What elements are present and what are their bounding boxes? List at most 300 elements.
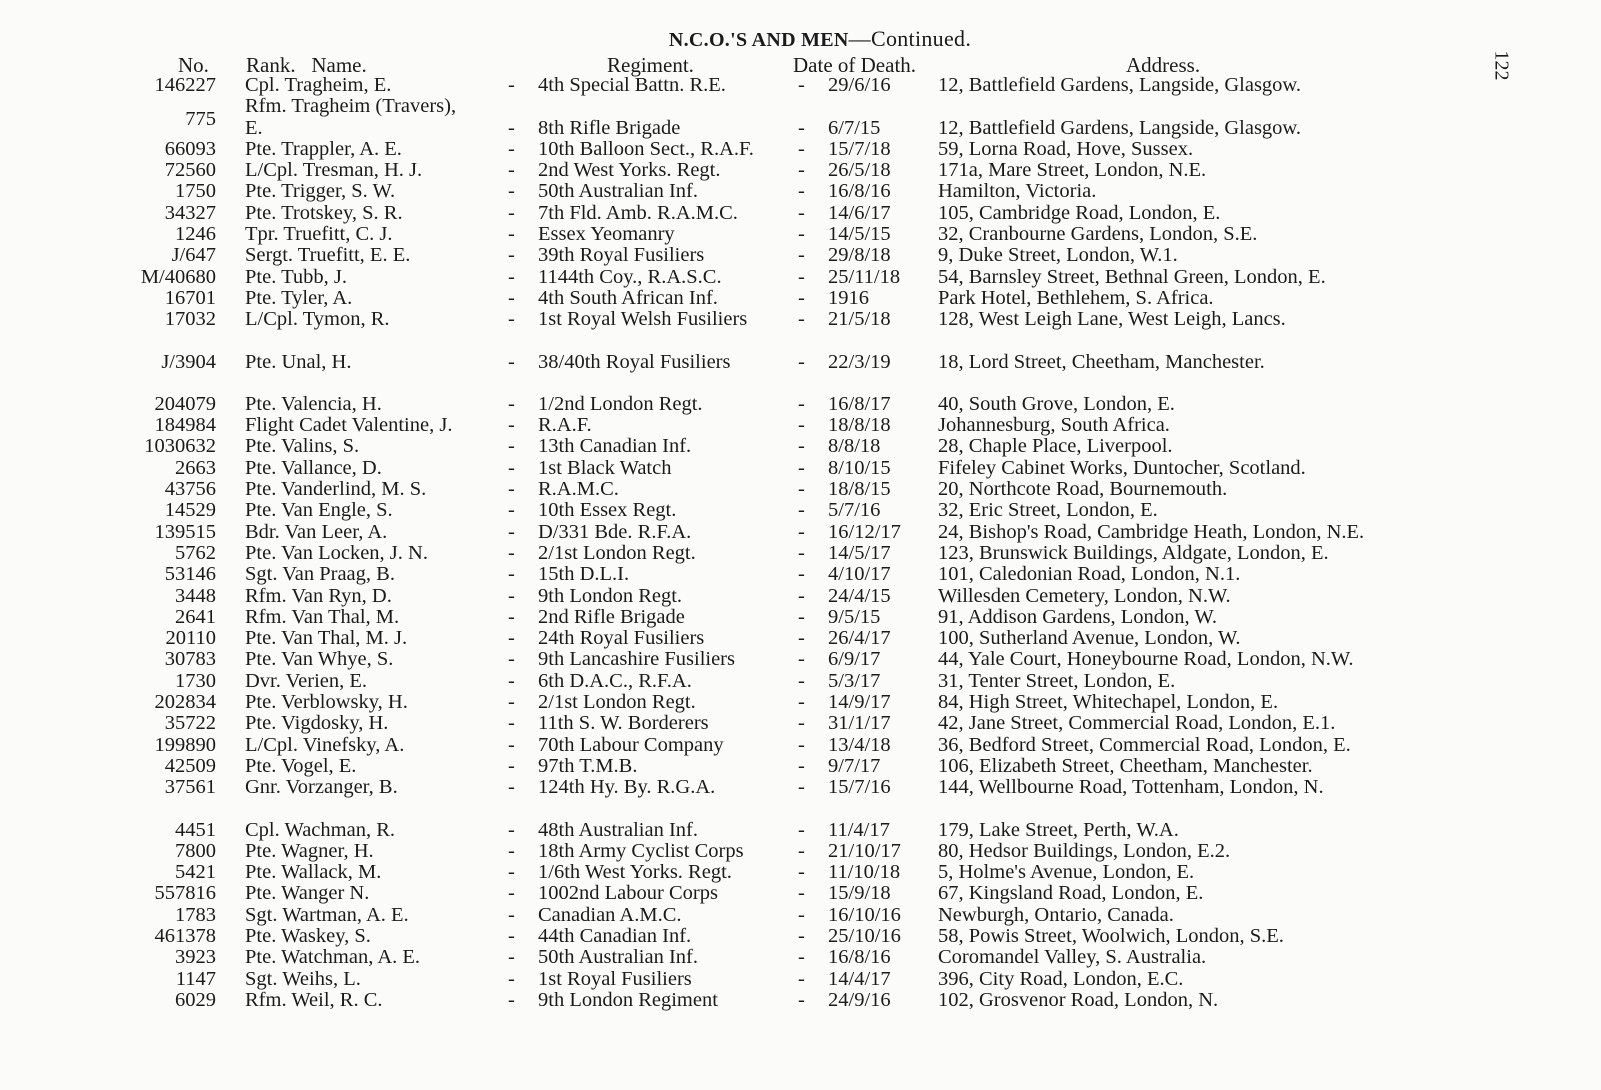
leader-dash: - [508, 861, 515, 884]
leader-dash: - [798, 456, 805, 479]
leader-dash: - [798, 201, 805, 224]
table-row [0, 542, 1601, 563]
table-row [0, 755, 1601, 776]
regiment: 1144th Coy., R.A.S.C. [538, 265, 722, 288]
rank-name: Flight Cadet Valentine, J. [245, 414, 453, 437]
page-heading [0, 26, 1601, 52]
service-number: 3923 [175, 946, 216, 969]
leader-dash: - [508, 946, 515, 969]
rank-name: Pte. Wallack, M. [245, 861, 382, 884]
regiment: 9th London Regt. [538, 584, 683, 607]
date-of-death: 26/5/18 [828, 159, 891, 182]
leader-dash: - [798, 520, 805, 543]
leader-dash: - [798, 861, 805, 884]
address: 32, Eric Street, London, E. [938, 499, 1158, 522]
date-of-death: 29/8/18 [828, 244, 891, 267]
service-number: 34327 [164, 201, 216, 224]
address: Johannesburg, South Africa. [938, 414, 1170, 437]
date-of-death: 15/9/18 [828, 882, 891, 905]
table-row [0, 266, 1601, 287]
rank-name: Pte. Trigger, S. W. [245, 180, 396, 203]
regiment: 8th Rifle Brigade [538, 116, 681, 139]
address: 106, Elizabeth Street, Cheetham, Manchester. [938, 754, 1313, 777]
service-number: 775 [185, 108, 216, 131]
regiment: 50th Australian Inf. [538, 180, 698, 203]
service-number: 1246 [175, 223, 216, 246]
heading-title: N.C.O.'S AND MEN [668, 29, 849, 51]
address: 5, Holme's Avenue, London, E. [938, 861, 1195, 884]
date-of-death: 16/8/17 [828, 392, 891, 415]
service-number: 72560 [164, 159, 216, 182]
table-row [0, 521, 1601, 542]
rank-name: E. [245, 116, 263, 139]
rank-name: Pte. Van Engle, S. [245, 499, 393, 522]
leader-dash: - [508, 818, 515, 841]
rank-name: Pte. Tubb, J. [245, 265, 347, 288]
date-of-death: 11/4/17 [828, 818, 890, 841]
service-number: 199890 [154, 733, 216, 756]
regiment: 124th Hy. By. R.G.A. [538, 776, 716, 799]
regiment: 97th T.M.B. [538, 754, 638, 777]
service-number: 1147 [175, 967, 216, 990]
rank-name: Pte. Wagner, H. [245, 839, 374, 862]
rank-name: Pte. Vogel, E. [245, 754, 357, 777]
rank-name: Pte. Valins, S. [245, 435, 360, 458]
regiment: 2/1st London Regt. [538, 541, 696, 564]
service-number: 2641 [175, 605, 216, 628]
address: 67, Kingsland Road, London, E. [938, 882, 1204, 905]
date-of-death: 14/4/17 [828, 967, 891, 990]
leader-dash: - [798, 350, 805, 373]
service-number: 30783 [164, 648, 216, 671]
service-number: 4451 [175, 818, 216, 841]
regiment: 9th London Regiment [538, 988, 718, 1011]
rank-name: Pte. Vallance, D. [245, 456, 382, 479]
rank-name: Rfm. Van Ryn, D. [245, 584, 392, 607]
date-of-death: 14/5/17 [828, 541, 891, 564]
leader-dash: - [508, 244, 515, 267]
date-of-death: 31/1/17 [828, 712, 891, 735]
address: 396, City Road, London, E.C. [938, 967, 1184, 990]
regiment: 1st Black Watch [538, 456, 672, 479]
regiment: 2nd Rifle Brigade [538, 605, 685, 628]
rank-name: Sgt. Van Praag, B. [245, 563, 395, 586]
service-number: 184984 [154, 414, 216, 437]
rank-name: Cpl. Wachman, R. [245, 818, 395, 841]
rank-name: Pte. Valencia, H. [245, 392, 382, 415]
date-of-death: 24/4/15 [828, 584, 891, 607]
address: Park Hotel, Bethlehem, S. Africa. [938, 286, 1214, 309]
service-number: 5762 [175, 541, 216, 564]
rank-name: Pte. Vigdosky, H. [245, 712, 389, 735]
service-number: M/40680 [140, 265, 216, 288]
address: 24, Bishop's Road, Cambridge Heath, London, N.E. [938, 520, 1365, 543]
table-row [0, 180, 1601, 201]
header-rank-name: Rank. Name. [246, 53, 367, 77]
address: 101, Caledonian Road, London, N.1. [938, 563, 1241, 586]
leader-dash: - [508, 733, 515, 756]
leader-dash: - [798, 605, 805, 628]
table-row [0, 734, 1601, 755]
date-of-death: 15/7/18 [828, 137, 891, 160]
regiment: 9th Lancashire Fusiliers [538, 648, 735, 671]
date-of-death: 4/10/17 [828, 563, 891, 586]
table-row [0, 435, 1601, 456]
service-number: 146227 [154, 74, 216, 96]
address: Newburgh, Ontario, Canada. [938, 903, 1174, 926]
service-number: 1730 [175, 669, 216, 692]
service-number: 139515 [154, 520, 216, 543]
leader-dash: - [508, 520, 515, 543]
leader-dash: - [508, 691, 515, 714]
date-of-death: 1916 [828, 286, 869, 309]
regiment: 1002nd Labour Corps [538, 882, 718, 905]
table-row [0, 159, 1601, 180]
leader-dash: - [508, 988, 515, 1011]
leader-dash: - [798, 882, 805, 905]
address: 12, Battlefield Gardens, Langside, Glasgow. [938, 74, 1302, 96]
address: 171a, Mare Street, London, N.E. [938, 159, 1207, 182]
regiment: 1st Royal Welsh Fusiliers [538, 308, 748, 331]
service-number: 16701 [164, 286, 216, 309]
leader-dash: - [508, 882, 515, 905]
service-number: 1030632 [144, 435, 216, 458]
rank-name: Pte. Wanger N. [245, 882, 370, 905]
table-row [0, 585, 1601, 606]
service-number: 20110 [165, 627, 216, 650]
date-of-death: 14/5/15 [828, 223, 891, 246]
rank-name: Pte. Van Whye, S. [245, 648, 394, 671]
rank-name: Bdr. Van Leer, A. [245, 520, 388, 543]
date-of-death: 13/4/18 [828, 733, 891, 756]
regiment: 38/40th Royal Fusiliers [538, 350, 731, 373]
table-row [0, 648, 1601, 669]
table-row [0, 989, 1601, 1010]
rank-name: Pte. Van Thal, M. J. [245, 627, 408, 650]
service-number: 43756 [164, 478, 216, 501]
date-of-death: 15/7/16 [828, 776, 891, 799]
date-of-death: 8/10/15 [828, 456, 891, 479]
leader-dash: - [508, 924, 515, 947]
regiment: R.A.F. [538, 414, 592, 437]
regiment: 1/2nd London Regt. [538, 392, 703, 415]
leader-dash: - [508, 159, 515, 182]
date-of-death: 11/10/18 [828, 861, 901, 884]
leader-dash: - [798, 116, 805, 139]
rank-name: Pte. Tyler, A. [245, 286, 353, 309]
date-of-death: 16/10/16 [828, 903, 901, 926]
date-of-death: 21/10/17 [828, 839, 901, 862]
leader-dash: - [798, 627, 805, 650]
date-of-death: 14/9/17 [828, 691, 891, 714]
rank-name: L/Cpl. Vinefsky, A. [245, 733, 405, 756]
leader-dash: - [508, 839, 515, 862]
leader-dash: - [508, 435, 515, 458]
regiment: 15th D.L.I. [538, 563, 630, 586]
regiment: 39th Royal Fusiliers [538, 244, 705, 267]
service-number: 7800 [175, 839, 216, 862]
table-row [0, 478, 1601, 499]
rank-name-line1: Rfm. Tragheim (Travers), [245, 95, 457, 118]
leader-dash: - [798, 286, 805, 309]
leader-dash: - [798, 754, 805, 777]
rank-name: Dvr. Verien, E. [245, 669, 368, 692]
service-number: 53146 [164, 563, 216, 586]
regiment: 6th D.A.C., R.F.A. [538, 669, 692, 692]
address: 144, Wellbourne Road, Tottenham, London, N. [938, 776, 1324, 799]
date-of-death: 8/8/18 [828, 435, 881, 458]
table-row [0, 244, 1601, 265]
leader-dash: - [508, 669, 515, 692]
service-number: 3448 [175, 584, 216, 607]
date-of-death: 5/7/16 [828, 499, 881, 522]
service-number: 2663 [175, 456, 216, 479]
leader-dash: - [798, 946, 805, 969]
address: 12, Battlefield Gardens, Langside, Glasgow. [938, 116, 1302, 139]
service-number: 204079 [154, 392, 216, 415]
date-of-death: 29/6/16 [828, 74, 891, 96]
date-of-death: 25/10/16 [828, 924, 901, 947]
rank-name: Sergt. Truefitt, E. E. [245, 244, 411, 267]
service-number: 1783 [175, 903, 216, 926]
address: 128, West Leigh Lane, West Leigh, Lancs. [938, 308, 1286, 331]
page-number: 122 [1490, 50, 1513, 81]
rank-name: Pte. Trotskey, S. R. [245, 201, 403, 224]
rank-name: Gnr. Vorzanger, B. [245, 776, 398, 799]
regiment: 4th Special Battn. R.E. [538, 74, 726, 96]
table-row [0, 499, 1601, 520]
address: 105, Cambridge Road, London, E. [938, 201, 1221, 224]
rank-name: Tpr. Truefitt, C. J. [245, 223, 393, 246]
header-date: Date of Death. [793, 53, 917, 77]
regiment: 1st Royal Fusiliers [538, 967, 692, 990]
leader-dash: - [508, 74, 515, 96]
table-row [0, 393, 1601, 414]
leader-dash: - [508, 180, 515, 203]
service-number: 1750 [175, 180, 216, 203]
table-row [0, 670, 1601, 691]
date-of-death: 9/7/17 [828, 754, 881, 777]
table-row [0, 627, 1601, 648]
leader-dash: - [508, 967, 515, 990]
heading-continued: —Continued. [848, 26, 972, 51]
regiment: 70th Labour Company [538, 733, 724, 756]
address: Willesden Cemetery, London, N.W. [938, 584, 1231, 607]
leader-dash: - [798, 839, 805, 862]
leader-dash: - [798, 733, 805, 756]
leader-dash: - [798, 988, 805, 1011]
regiment: 24th Royal Fusiliers [538, 627, 705, 650]
leader-dash: - [798, 648, 805, 671]
address: 36, Bedford Street, Commercial Road, London, E. [938, 733, 1351, 756]
regiment: 48th Australian Inf. [538, 818, 698, 841]
leader-dash: - [798, 563, 805, 586]
regiment: 44th Canadian Inf. [538, 924, 692, 947]
regiment: 10th Essex Regt. [538, 499, 677, 522]
leader-dash: - [508, 903, 515, 926]
address: 31, Tenter Street, London, E. [938, 669, 1176, 692]
address: 91, Addison Gardens, London, W. [938, 605, 1218, 628]
leader-dash: - [508, 584, 515, 607]
date-of-death: 21/5/18 [828, 308, 891, 331]
regiment: 4th South African Inf. [538, 286, 718, 309]
date-of-death: 16/8/16 [828, 946, 891, 969]
rank-name: Rfm. Van Thal, M. [245, 605, 400, 628]
address: 84, High Street, Whitechapel, London, E. [938, 691, 1279, 714]
service-number: 202834 [154, 691, 216, 714]
rank-name: L/Cpl. Tymon, R. [245, 308, 390, 331]
table-row [0, 138, 1601, 159]
leader-dash: - [798, 967, 805, 990]
leader-dash: - [798, 499, 805, 522]
date-of-death: 14/6/17 [828, 201, 891, 224]
regiment: 50th Australian Inf. [538, 946, 698, 969]
regiment: 10th Balloon Sect., R.A.F. [538, 137, 754, 160]
rank-name: Cpl. Tragheim, E. [245, 74, 392, 96]
leader-dash: - [798, 180, 805, 203]
table-row [0, 882, 1601, 903]
header-regiment: Regiment. [607, 53, 694, 77]
leader-dash: - [508, 712, 515, 735]
date-of-death: 5/3/17 [828, 669, 881, 692]
date-of-death: 24/9/16 [828, 988, 891, 1011]
table-row [0, 861, 1601, 882]
regiment: 13th Canadian Inf. [538, 435, 692, 458]
rank-name: Rfm. Weil, R. C. [245, 988, 383, 1011]
leader-dash: - [508, 137, 515, 160]
rank-name: Pte. Verblowsky, H. [245, 691, 408, 714]
table-row [0, 691, 1601, 712]
address: 58, Powis Street, Woolwich, London, S.E. [938, 924, 1284, 947]
leader-dash: - [798, 478, 805, 501]
service-number: 37561 [164, 776, 216, 799]
service-number: J/647 [171, 244, 216, 267]
date-of-death: 6/9/17 [828, 648, 881, 671]
date-of-death: 18/8/15 [828, 478, 891, 501]
leader-dash: - [798, 223, 805, 246]
rank-name: Pte. Trappler, A. E. [245, 137, 402, 160]
service-number: 14529 [164, 499, 216, 522]
table-row [0, 946, 1601, 967]
leader-dash: - [798, 308, 805, 331]
address: 59, Lorna Road, Hove, Sussex. [938, 137, 1194, 160]
leader-dash: - [798, 541, 805, 564]
date-of-death: 6/7/15 [828, 116, 881, 139]
date-of-death: 16/8/16 [828, 180, 891, 203]
leader-dash: - [508, 350, 515, 373]
leader-dash: - [798, 74, 805, 96]
service-number: 461378 [154, 924, 216, 947]
leader-dash: - [798, 584, 805, 607]
header-no: No. [178, 53, 209, 77]
table-row [0, 223, 1601, 244]
table-row [0, 925, 1601, 946]
service-number: 5421 [175, 861, 216, 884]
date-of-death: 16/12/17 [828, 520, 901, 543]
address: 42, Jane Street, Commercial Road, London, E.1. [938, 712, 1336, 735]
table-row [0, 819, 1601, 840]
rank-name: Sgt. Wartman, A. E. [245, 903, 409, 926]
address: 102, Grosvenor Road, London, N. [938, 988, 1219, 1011]
leader-dash: - [798, 818, 805, 841]
table-row [0, 202, 1601, 223]
regiment: R.A.M.C. [538, 478, 619, 501]
address: 54, Barnsley Street, Bethnal Green, London, E. [938, 265, 1326, 288]
address: 179, Lake Street, Perth, W.A. [938, 818, 1179, 841]
leader-dash: - [508, 754, 515, 777]
leader-dash: - [508, 116, 515, 139]
rank-name: L/Cpl. Tresman, H. J. [245, 159, 423, 182]
address: 100, Sutherland Avenue, London, W. [938, 627, 1241, 650]
address: 123, Brunswick Buildings, Aldgate, London, E. [938, 541, 1329, 564]
rank-name: Pte. Unal, H. [245, 350, 352, 373]
table-row [0, 457, 1601, 478]
date-of-death: 22/3/19 [828, 350, 891, 373]
roll-table [0, 74, 1601, 1010]
leader-dash: - [508, 392, 515, 415]
address: 44, Yale Court, Honeybourne Road, London, N.W. [938, 648, 1354, 671]
service-number: J/3904 [161, 350, 216, 373]
leader-dash: - [508, 563, 515, 586]
table-row [0, 968, 1601, 989]
regiment: 11th S. W. Borderers [538, 712, 709, 735]
rank-name: Pte. Vanderlind, M. S. [245, 478, 427, 501]
leader-dash: - [508, 605, 515, 628]
address: Fifeley Cabinet Works, Duntocher, Scotland. [938, 456, 1306, 479]
table-row [0, 776, 1601, 797]
address: 18, Lord Street, Cheetham, Manchester. [938, 350, 1265, 373]
leader-dash: - [508, 776, 515, 799]
leader-dash: - [508, 627, 515, 650]
address: 28, Chaple Place, Liverpool. [938, 435, 1173, 458]
leader-dash: - [508, 414, 515, 437]
regiment: 18th Army Cyclist Corps [538, 839, 744, 862]
service-number: 557816 [154, 882, 216, 905]
header-address: Address. [1126, 53, 1201, 77]
leader-dash: - [798, 159, 805, 182]
regiment: 7th Fld. Amb. R.A.M.C. [538, 201, 738, 224]
table-row [0, 563, 1601, 584]
address: 20, Northcote Road, Bournemouth. [938, 478, 1228, 501]
table-row [0, 606, 1601, 627]
table-row [0, 712, 1601, 733]
service-number: 42509 [164, 754, 216, 777]
leader-dash: - [798, 924, 805, 947]
regiment: Essex Yeomanry [538, 223, 675, 246]
date-of-death: 18/8/18 [828, 414, 891, 437]
address: 32, Cranbourne Gardens, London, S.E. [938, 223, 1258, 246]
table-row [0, 74, 1601, 95]
table-row [0, 308, 1601, 329]
address: Hamilton, Victoria. [938, 180, 1097, 203]
leader-dash: - [508, 478, 515, 501]
address: Coromandel Valley, S. Australia. [938, 946, 1207, 969]
leader-dash: - [508, 541, 515, 564]
date-of-death: 26/4/17 [828, 627, 891, 650]
leader-dash: - [798, 903, 805, 926]
table-row [0, 95, 1601, 138]
table-row [0, 414, 1601, 435]
leader-dash: - [508, 223, 515, 246]
leader-dash: - [508, 286, 515, 309]
leader-dash: - [798, 776, 805, 799]
rank-name: Sgt. Weihs, L. [245, 967, 361, 990]
table-row [0, 351, 1601, 372]
leader-dash: - [798, 414, 805, 437]
table-row [0, 904, 1601, 925]
date-of-death: 25/11/18 [828, 265, 901, 288]
leader-dash: - [508, 499, 515, 522]
